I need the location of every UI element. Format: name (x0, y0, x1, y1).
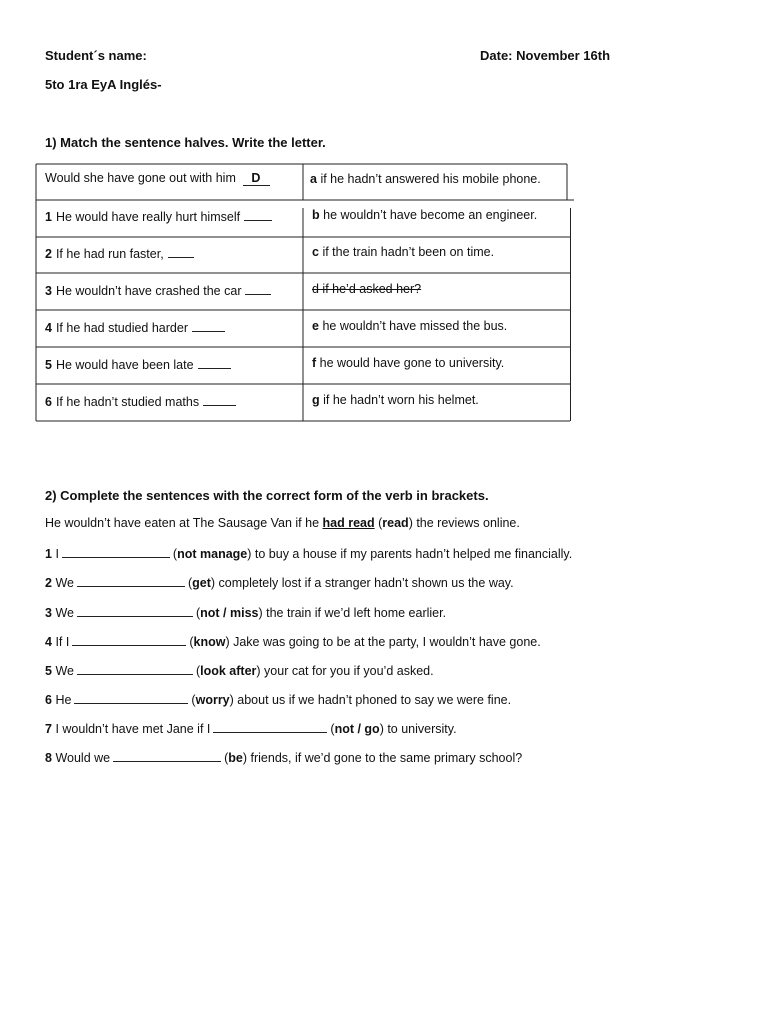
match-row-2-right (312, 245, 494, 259)
row-letter: c (312, 245, 319, 259)
exercise-2-item: 8 Would we (be) friends, if we’d gone to the same primary school? (45, 751, 523, 765)
row-left-text: If he hadn’t studied maths (55, 395, 200, 409)
item-number: 4 (45, 635, 52, 649)
item-after: friends, if we’d gone to the same primary school? (250, 751, 523, 765)
row-number: 3 (45, 284, 52, 298)
item-number: 3 (45, 606, 52, 620)
course-label: 5to 1ra EyA Inglés- (45, 77, 162, 92)
row-left-text: If he had run faster, (55, 247, 164, 261)
item-verb: worry (195, 693, 230, 707)
exercise-2-item: 6 He (worry) about us if we hadn’t phoned to say we were fine. (45, 693, 512, 707)
item-after: to buy a house if my parents hadn’t helped me financially. (254, 547, 573, 561)
row-right-text: he wouldn’t have become an engineer. (323, 208, 538, 222)
match-row-4-left (45, 319, 225, 335)
answer-blank[interactable] (77, 662, 193, 675)
match-row-4-right (312, 319, 507, 333)
item-before: I wouldn’t have met Jane if I (55, 722, 211, 736)
item-number: 1 (45, 547, 52, 561)
match-row-6-right (312, 393, 479, 407)
date-label: Date: November 16th (480, 48, 611, 63)
item-after: Jake was going to be at the party, I wouldn’t have gone. (233, 635, 541, 649)
item-number: 5 (45, 664, 52, 678)
match-row-5-left (45, 356, 231, 372)
row-letter: g (312, 393, 320, 407)
item-before: I (55, 547, 59, 561)
row-right-text-crossed: d if he’d asked her? (312, 282, 422, 296)
row-letter: e (312, 319, 319, 333)
item-verb: not manage (177, 547, 248, 561)
match-row-3-right (312, 282, 421, 296)
item-verb: not / go (334, 722, 380, 736)
item-number: 7 (45, 722, 52, 736)
example-right-text: if he hadn’t answered his mobile phone. (320, 172, 541, 186)
item-before: We (55, 576, 74, 590)
row-left-text: He would have been late (55, 358, 194, 372)
row-letter: b (312, 208, 320, 222)
row-letter: f (312, 356, 317, 370)
exercise-2-item: 3 We (not / miss) the train if we’d left home earlier. (45, 606, 447, 620)
answer-blank[interactable] (72, 633, 186, 646)
item-after: the train if we’d left home earlier. (266, 606, 447, 620)
row-number: 2 (45, 247, 52, 261)
example-left-text: Would she have gone out with him (45, 171, 236, 185)
example-answer: had read (322, 516, 375, 530)
example-before: He wouldn’t have eaten at The Sausage Van if he (45, 516, 320, 530)
row-number: 5 (45, 358, 52, 372)
item-verb: be (228, 751, 243, 765)
example-after: the reviews online. (416, 516, 520, 530)
exercise-2-item: 5 We (look after) your cat for you if you’d asked. (45, 664, 434, 678)
item-after: completely lost if a stranger hadn’t shown us the way. (218, 576, 514, 590)
example-verb: read (382, 516, 409, 530)
item-number: 8 (45, 751, 52, 765)
item-before: We (55, 664, 74, 678)
item-verb: look after (200, 664, 257, 678)
row-right-text: he wouldn’t have missed the bus. (322, 319, 508, 333)
match-row-6-left (45, 393, 236, 409)
match-row-5-right (312, 356, 504, 370)
exercise-2-item: 4 If I (know) Jake was going to be at the party, I wouldn’t have gone. (45, 635, 541, 649)
exercise-2-title: 2) Complete the sentences with the correct form of the verb in brackets. (45, 488, 489, 503)
answer-blank[interactable] (203, 393, 236, 406)
item-verb: know (193, 635, 226, 649)
row-left-text: He would have really hurt himself (55, 210, 241, 224)
answer-blank[interactable] (113, 749, 221, 762)
row-number: 6 (45, 395, 52, 409)
exercise-2-item: 7 I wouldn’t have met Jane if I (not / go) to university. (45, 722, 457, 736)
answer-blank[interactable] (192, 319, 225, 332)
row-number: 1 (45, 210, 52, 224)
answer-blank[interactable] (77, 574, 185, 587)
item-before: Would we (55, 751, 111, 765)
match-row-1-right (312, 208, 537, 222)
answer-blank[interactable] (245, 282, 271, 295)
item-verb: not / miss (200, 606, 259, 620)
item-verb: get (192, 576, 211, 590)
answer-blank[interactable] (213, 720, 327, 733)
example-right (310, 172, 541, 186)
row-left-text: If he had studied harder (55, 321, 188, 335)
match-row-2-left (45, 245, 194, 261)
row-left-text: He wouldn’t have crashed the car (55, 284, 242, 298)
answer-blank[interactable] (198, 356, 231, 369)
exercise-2-item: 1 I (not manage) to buy a house if my parents hadn’t helped me financially. (45, 547, 573, 561)
answer-blank[interactable] (74, 691, 188, 704)
match-row-1-left (45, 208, 272, 224)
example-left (45, 171, 270, 186)
item-after: your cat for you if you’d asked. (264, 664, 434, 678)
item-after: about us if we hadn’t phoned to say we were fine. (237, 693, 512, 707)
item-number: 2 (45, 576, 52, 590)
row-right-text: if he hadn’t worn his helmet. (323, 393, 479, 407)
answer-blank[interactable] (168, 245, 194, 258)
example-answer[interactable]: D (243, 171, 270, 186)
example-right-letter: a (310, 172, 317, 186)
exercise-2-item: 2 We (get) completely lost if a stranger hadn’t shown us the way. (45, 576, 514, 590)
row-right-text: if the train hadn’t been on time. (322, 245, 495, 259)
student-name-label: Student´s name: (45, 48, 147, 63)
exercise-1-title: 1) Match the sentence halves. Write the letter. (45, 135, 326, 150)
item-before: If I (55, 635, 70, 649)
row-right-text: he would have gone to university. (319, 356, 505, 370)
row-number: 4 (45, 321, 52, 335)
exercise-2-example: He wouldn’t have eaten at The Sausage Van if he had read (read) the reviews online. (45, 516, 520, 530)
answer-blank[interactable] (244, 208, 272, 221)
item-before: He (55, 693, 72, 707)
answer-blank[interactable] (62, 545, 170, 558)
item-after: to university. (387, 722, 457, 736)
item-number: 6 (45, 693, 52, 707)
match-row-3-left (45, 282, 271, 298)
answer-blank[interactable] (77, 604, 193, 617)
item-before: We (55, 606, 74, 620)
